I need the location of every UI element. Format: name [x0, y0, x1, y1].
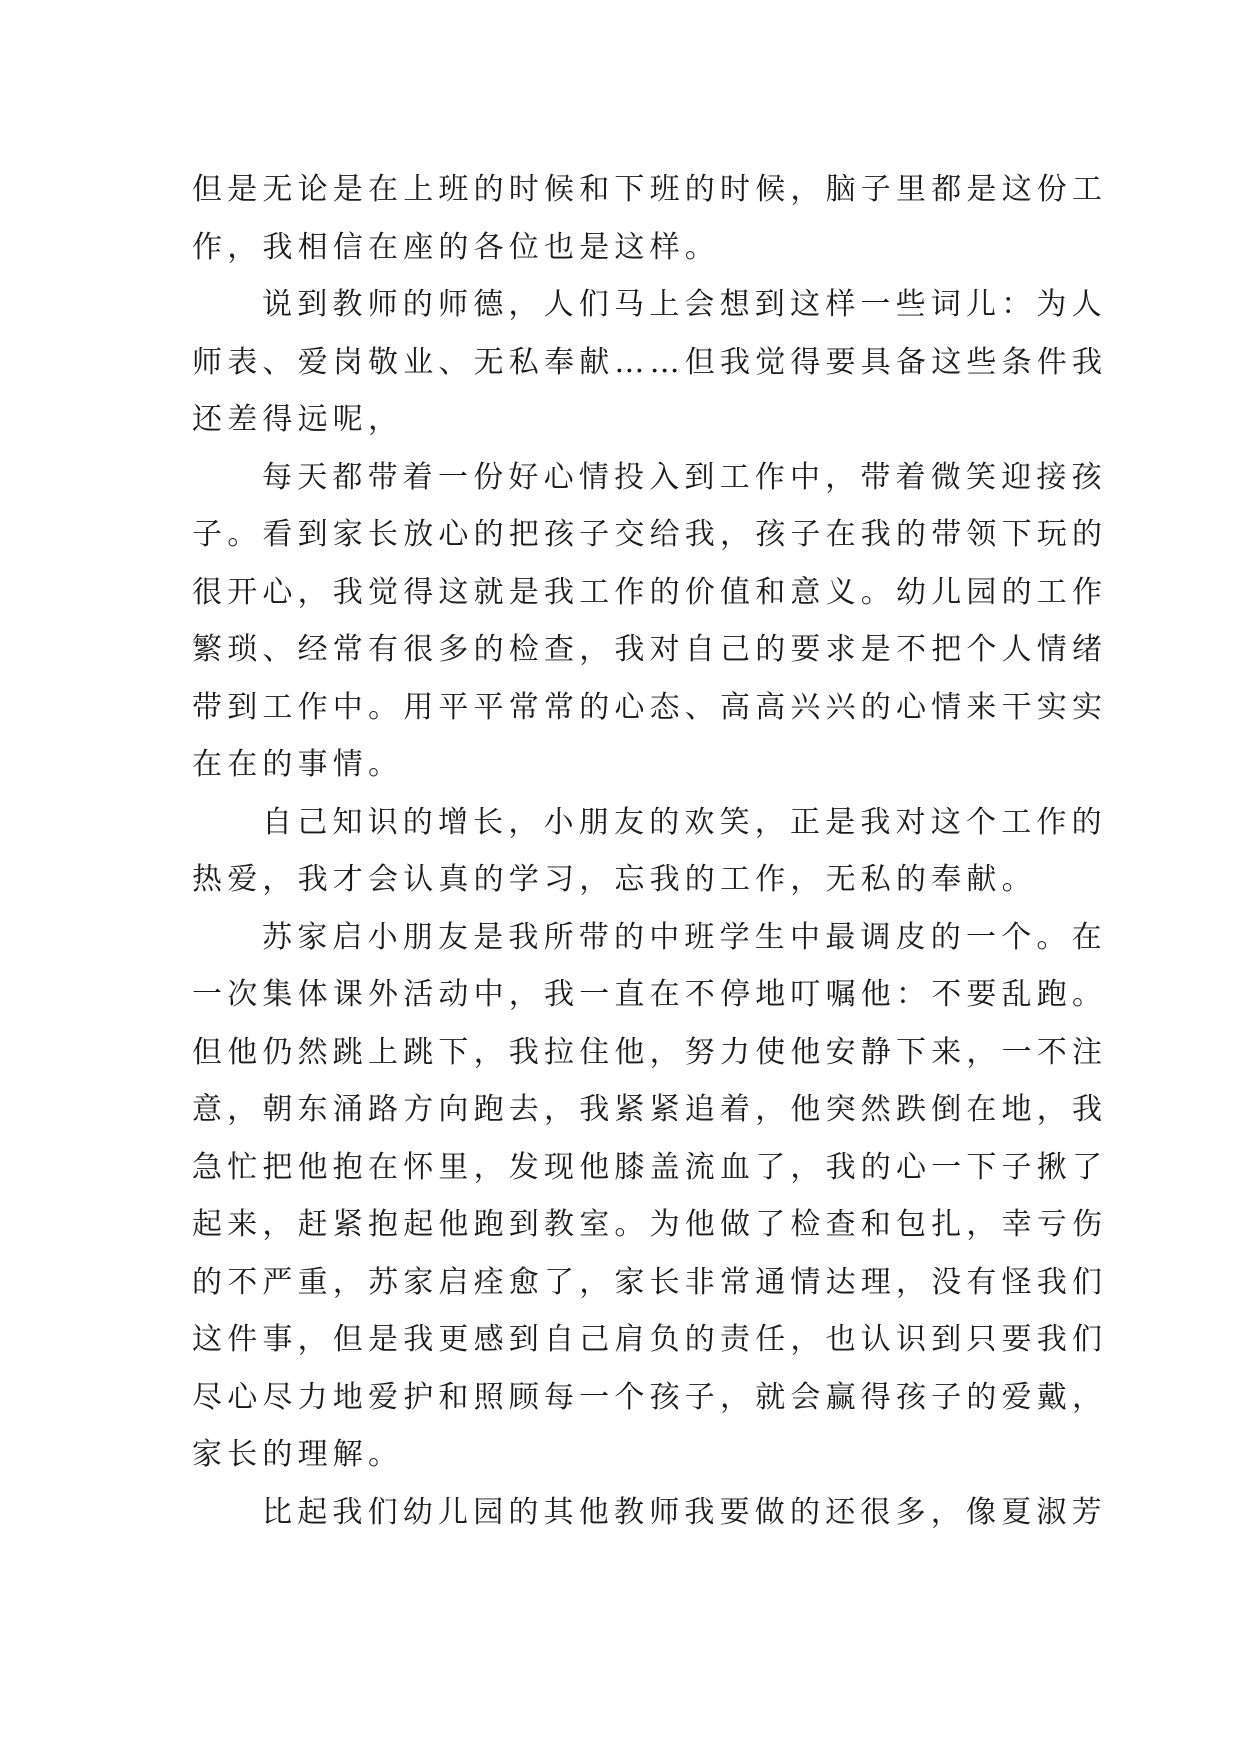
text-line: 急忙把他抱在怀里，发现他膝盖流血了，我的心一下子揪了: [192, 1149, 1108, 1185]
text-line: 热爱，我才会认真的学习，忘我的工作，无私的奉献。: [192, 862, 1037, 897]
text-line: 尽心尽力地爱护和照顾每一个孩子，就会赢得孩子的爱戴，: [192, 1379, 1108, 1415]
text-line: 的不严重，苏家启痊愈了，家长非常通情达理，没有怪我们: [192, 1264, 1108, 1300]
paragraph-start-line: 苏家启小朋友是我所带的中班学生中最调皮的一个。在: [262, 919, 1107, 955]
body-text: [192, 161, 1108, 1541]
paragraph-start-line: 自己知识的增长，小朋友的欢笑，正是我对这个工作的: [262, 804, 1107, 840]
text-line: 带到工作中。用平平常常的心态、高高兴兴的心情来干实实: [192, 689, 1108, 725]
text-line: 很开心，我觉得这就是我工作的价值和意义。幼儿园的工作: [192, 574, 1108, 610]
text-line: 作，我相信在座的各位也是这样。: [192, 229, 720, 265]
text-line: 但他仍然跳上跳下，我拉住他，努力使他安静下来，一不注: [192, 1034, 1108, 1070]
text-line: 子。看到家长放心的把孩子交给我，孩子在我的带领下玩的: [192, 517, 1108, 552]
text-line: 家长的理解。: [192, 1437, 404, 1472]
text-line: 起来，赶紧抱起他跑到教室。为他做了检查和包扎，幸亏伤: [192, 1207, 1108, 1242]
text-line: 在在的事情。: [192, 747, 404, 782]
text-line: 但是无论是在上班的时候和下班的时候，脑子里都是这份工: [192, 172, 1108, 207]
text-line: 还差得远呢，: [192, 402, 404, 437]
text-line: 繁琐、经常有很多的检查，我对自己的要求是不把个人情绪: [192, 632, 1108, 667]
text-line: 意，朝东涌路方向跑去，我紧紧追着，他突然跌倒在地，我: [192, 1092, 1108, 1127]
paragraph-start-line: 每天都带着一份好心情投入到工作中，带着微笑迎接孩: [262, 459, 1107, 495]
text-line: 师表、爱岗敬业、无私奉献……但我觉得要具备这些条件我: [192, 344, 1108, 380]
paragraph-start-line: 比起我们幼儿园的其他教师我要做的还很多，像夏淑芳: [262, 1494, 1107, 1530]
text-line: 一次集体课外活动中，我一直在不停地叮嘱他：不要乱跑。: [192, 977, 1108, 1012]
text-line: 这件事，但是我更感到自己肩负的责任，也认识到只要我们: [192, 1322, 1108, 1357]
paragraph-start-line: 说到教师的师德，人们马上会想到这样一些词儿：为人: [262, 287, 1107, 322]
